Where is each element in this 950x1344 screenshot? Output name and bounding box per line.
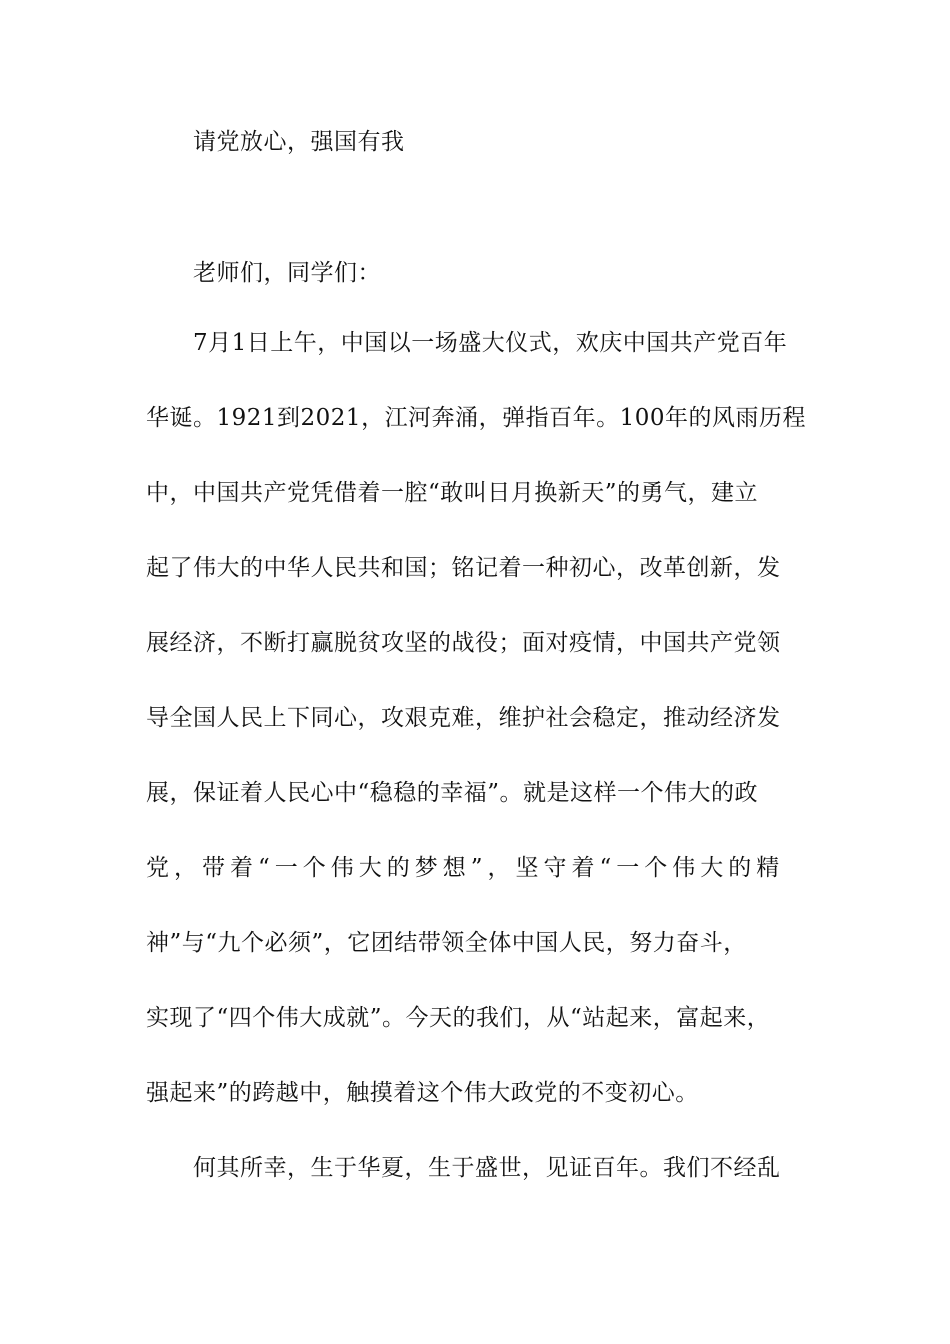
document-title: 请党放心，强国有我 [193,129,405,155]
paragraph-1-line-8: 党，带着“一个伟大的梦想”，坚守着“一个伟大的精 [146,855,785,881]
paragraph-1-line-2: 华诞。1921到2021，江河奔涌，弹指百年。100年的风雨历程 [146,405,806,431]
paragraph-1-line-6: 导全国人民上下同心，攻艰克难，维护社会稳定，推动经济发 [146,705,781,731]
paragraph-1-line-4: 起了伟大的中华人民共和国；铭记着一种初心，改革创新，发 [146,555,781,581]
greeting-line: 老师们，同学们： [193,260,381,286]
paragraph-1-line-11: 强起来”的跨越中，触摸着这个伟大政党的不变初心。 [146,1080,699,1106]
paragraph-1-line-9: 神”与“九个必须”，它团结带领全体中国人民，努力奋斗， [146,930,747,956]
paragraph-1-line-7: 展，保证着人民心中“稳稳的幸福”。就是这样一个伟大的政 [146,780,759,806]
paragraph-1-line-3: 中，中国共产党凭借着一腔“敢叫日月换新天”的勇气，建立 [146,480,759,506]
paragraph-2-line-1: 何其所幸，生于华夏，生于盛世，见证百年。我们不经乱 [193,1155,781,1181]
paragraph-1-line-5: 展经济，不断打赢脱贫攻坚的战役；面对疫情，中国共产党领 [146,630,781,656]
paragraph-1-line-10: 实现了“四个伟大成就”。今天的我们，从“站起来，富起来， [146,1005,771,1031]
paragraph-1-line-1: 7月1日上午，中国以一场盛大仪式，欢庆中国共产党百年 [193,330,788,356]
